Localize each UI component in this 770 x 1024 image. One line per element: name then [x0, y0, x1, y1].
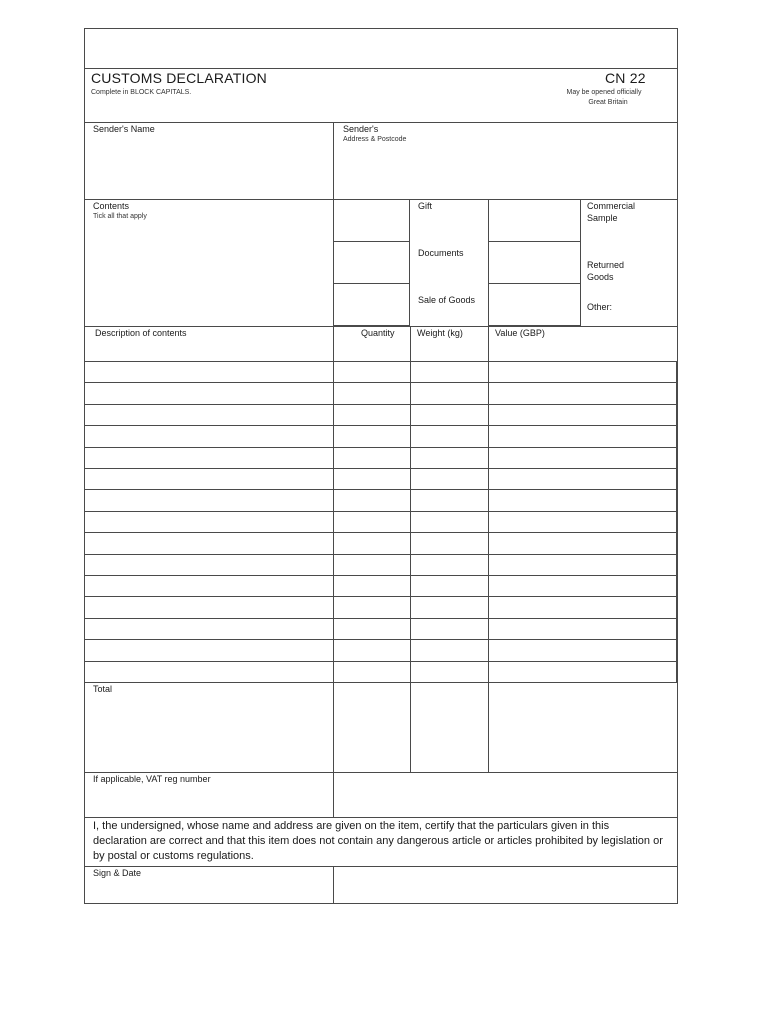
description-cell[interactable]: [85, 469, 332, 489]
description-cell[interactable]: [85, 362, 332, 382]
description-cell[interactable]: [85, 640, 332, 660]
value-cell[interactable]: [489, 490, 676, 510]
weight-cell[interactable]: [411, 597, 488, 617]
weight-cell[interactable]: [411, 405, 488, 425]
value-cell[interactable]: [489, 576, 676, 596]
quantity-cell[interactable]: [334, 597, 410, 617]
quantity-cell[interactable]: [334, 576, 410, 596]
description-cell[interactable]: [85, 533, 332, 553]
cn22-customs-form: [84, 28, 678, 904]
table-row: [84, 404, 677, 425]
description-cell[interactable]: [85, 597, 332, 617]
value-cell[interactable]: [489, 469, 676, 489]
value-cell[interactable]: [489, 383, 676, 403]
quantity-cell[interactable]: [334, 426, 410, 446]
weight-header: Weight (kg): [417, 328, 463, 338]
commercial-option-label-line1: Commercial: [587, 201, 636, 211]
quantity-cell[interactable]: [334, 383, 410, 403]
documents-checkbox[interactable]: [333, 241, 410, 284]
weight-cell[interactable]: [411, 490, 488, 510]
table-rows-bottom-divider: [84, 682, 678, 683]
returned-option-label-line1: Returned: [587, 260, 625, 270]
signature-field[interactable]: [335, 868, 676, 902]
weight-cell[interactable]: [411, 512, 488, 532]
form-code: CN 22: [605, 70, 646, 86]
table-row: [84, 425, 677, 446]
table-header-divider: [84, 361, 678, 362]
opened-officially-line1: May be opened officially: [566, 89, 642, 96]
quantity-cell[interactable]: [334, 555, 410, 575]
total-value-field[interactable]: [490, 684, 676, 770]
value-cell[interactable]: [489, 448, 676, 468]
vat-label: If applicable, VAT reg number: [93, 774, 211, 784]
form-subtitle: Complete in BLOCK CAPITALS.: [91, 89, 192, 96]
description-cell[interactable]: [85, 555, 332, 575]
value-cell[interactable]: [489, 555, 676, 575]
total-bottom-divider: [84, 772, 678, 773]
header-top-divider: [84, 68, 678, 69]
other-checkbox[interactable]: [488, 283, 581, 326]
certification-bottom-divider: [84, 866, 678, 867]
weight-cell[interactable]: [411, 619, 488, 639]
quantity-cell[interactable]: [334, 640, 410, 660]
quantity-cell[interactable]: [334, 469, 410, 489]
table-row: [84, 575, 677, 596]
value-cell[interactable]: [489, 362, 676, 382]
value-cell[interactable]: [489, 426, 676, 446]
vat-bottom-divider: [84, 817, 678, 818]
weight-cell[interactable]: [411, 640, 488, 660]
table-row: [84, 382, 677, 403]
sender-address-label: Sender's: [343, 124, 379, 134]
sender-name-label: Sender's Name: [93, 124, 155, 134]
value-cell[interactable]: [489, 405, 676, 425]
value-header: Value (GBP): [495, 328, 545, 338]
table-row: [84, 554, 677, 575]
other-option-label: Other:: [587, 302, 613, 312]
weight-cell[interactable]: [411, 576, 488, 596]
quantity-cell[interactable]: [334, 662, 410, 682]
quantity-cell[interactable]: [334, 512, 410, 532]
description-header: Description of contents: [95, 328, 187, 338]
total-label: Total: [93, 684, 113, 694]
weight-cell[interactable]: [411, 662, 488, 682]
table-row: [84, 639, 677, 660]
description-cell[interactable]: [85, 405, 332, 425]
sender-address-field[interactable]: [336, 146, 676, 198]
weight-cell[interactable]: [411, 362, 488, 382]
sign-date-label: Sign & Date: [93, 868, 142, 878]
table-row: [84, 596, 677, 617]
value-cell[interactable]: [489, 512, 676, 532]
description-cell[interactable]: [85, 576, 332, 596]
weight-cell[interactable]: [411, 469, 488, 489]
weight-cell[interactable]: [411, 448, 488, 468]
value-cell[interactable]: [489, 662, 676, 682]
total-quantity-field[interactable]: [335, 684, 409, 770]
quantity-cell[interactable]: [334, 619, 410, 639]
table-row: [84, 489, 677, 510]
value-cell[interactable]: [489, 640, 676, 660]
gift-checkbox[interactable]: [333, 199, 410, 242]
description-cell[interactable]: [85, 448, 332, 468]
quantity-cell[interactable]: [334, 490, 410, 510]
gift-option-label: Gift: [418, 201, 433, 211]
quantity-cell[interactable]: [334, 533, 410, 553]
description-cell[interactable]: [85, 662, 332, 682]
table-row: [84, 447, 677, 468]
table-row: [84, 511, 677, 532]
certification-statement: I, the undersigned, whose name and address are given on the item, certify that the particulars given in this declaration are correct and that this item does not contain any dangerous article or articles prohibited by legislation or by postal or customs regulations.: [93, 820, 663, 862]
table-row: [84, 361, 677, 382]
weight-cell[interactable]: [411, 555, 488, 575]
contents-bottom-divider: [84, 326, 678, 327]
contents-sublabel: Tick all that apply: [93, 213, 147, 220]
returned-goods-checkbox[interactable]: [488, 241, 581, 284]
vat-number-field[interactable]: [335, 774, 676, 816]
quantity-cell[interactable]: [334, 405, 410, 425]
value-cell[interactable]: [489, 533, 676, 553]
table-row: [84, 618, 677, 639]
quantity-cell[interactable]: [334, 448, 410, 468]
opened-officially-line2: Great Britain: [588, 99, 628, 106]
table-row: [84, 468, 677, 489]
description-cell[interactable]: [85, 512, 332, 532]
table-row: [84, 532, 677, 553]
form-title: CUSTOMS DECLARATION: [91, 70, 267, 86]
contents-label: Contents: [93, 201, 130, 211]
table-row: [84, 661, 677, 682]
signature-divider: [333, 866, 334, 904]
description-cell[interactable]: [85, 619, 332, 639]
description-cell[interactable]: [85, 426, 332, 446]
value-cell[interactable]: [489, 619, 676, 639]
value-cell[interactable]: [489, 597, 676, 617]
sale-of-goods-option-label: Sale of Goods: [418, 295, 476, 305]
commercial-option-label-line2: Sample: [587, 213, 618, 223]
description-cell[interactable]: [85, 383, 332, 403]
description-cell[interactable]: [85, 490, 332, 510]
weight-cell[interactable]: [411, 426, 488, 446]
quantity-cell[interactable]: [334, 362, 410, 382]
documents-option-label: Documents: [418, 248, 464, 258]
sender-name-field[interactable]: [85, 136, 331, 198]
sender-divider: [333, 122, 334, 200]
returned-option-label-line2: Goods: [587, 272, 614, 282]
weight-cell[interactable]: [411, 533, 488, 553]
sale-of-goods-checkbox[interactable]: [333, 283, 410, 326]
total-weight-field[interactable]: [412, 684, 487, 770]
sender-address-sublabel: Address & Postcode: [343, 136, 407, 143]
commercial-sample-checkbox[interactable]: [488, 199, 581, 242]
header-bottom-divider: [84, 122, 678, 123]
weight-cell[interactable]: [411, 383, 488, 403]
quantity-header: Quantity: [361, 328, 395, 338]
